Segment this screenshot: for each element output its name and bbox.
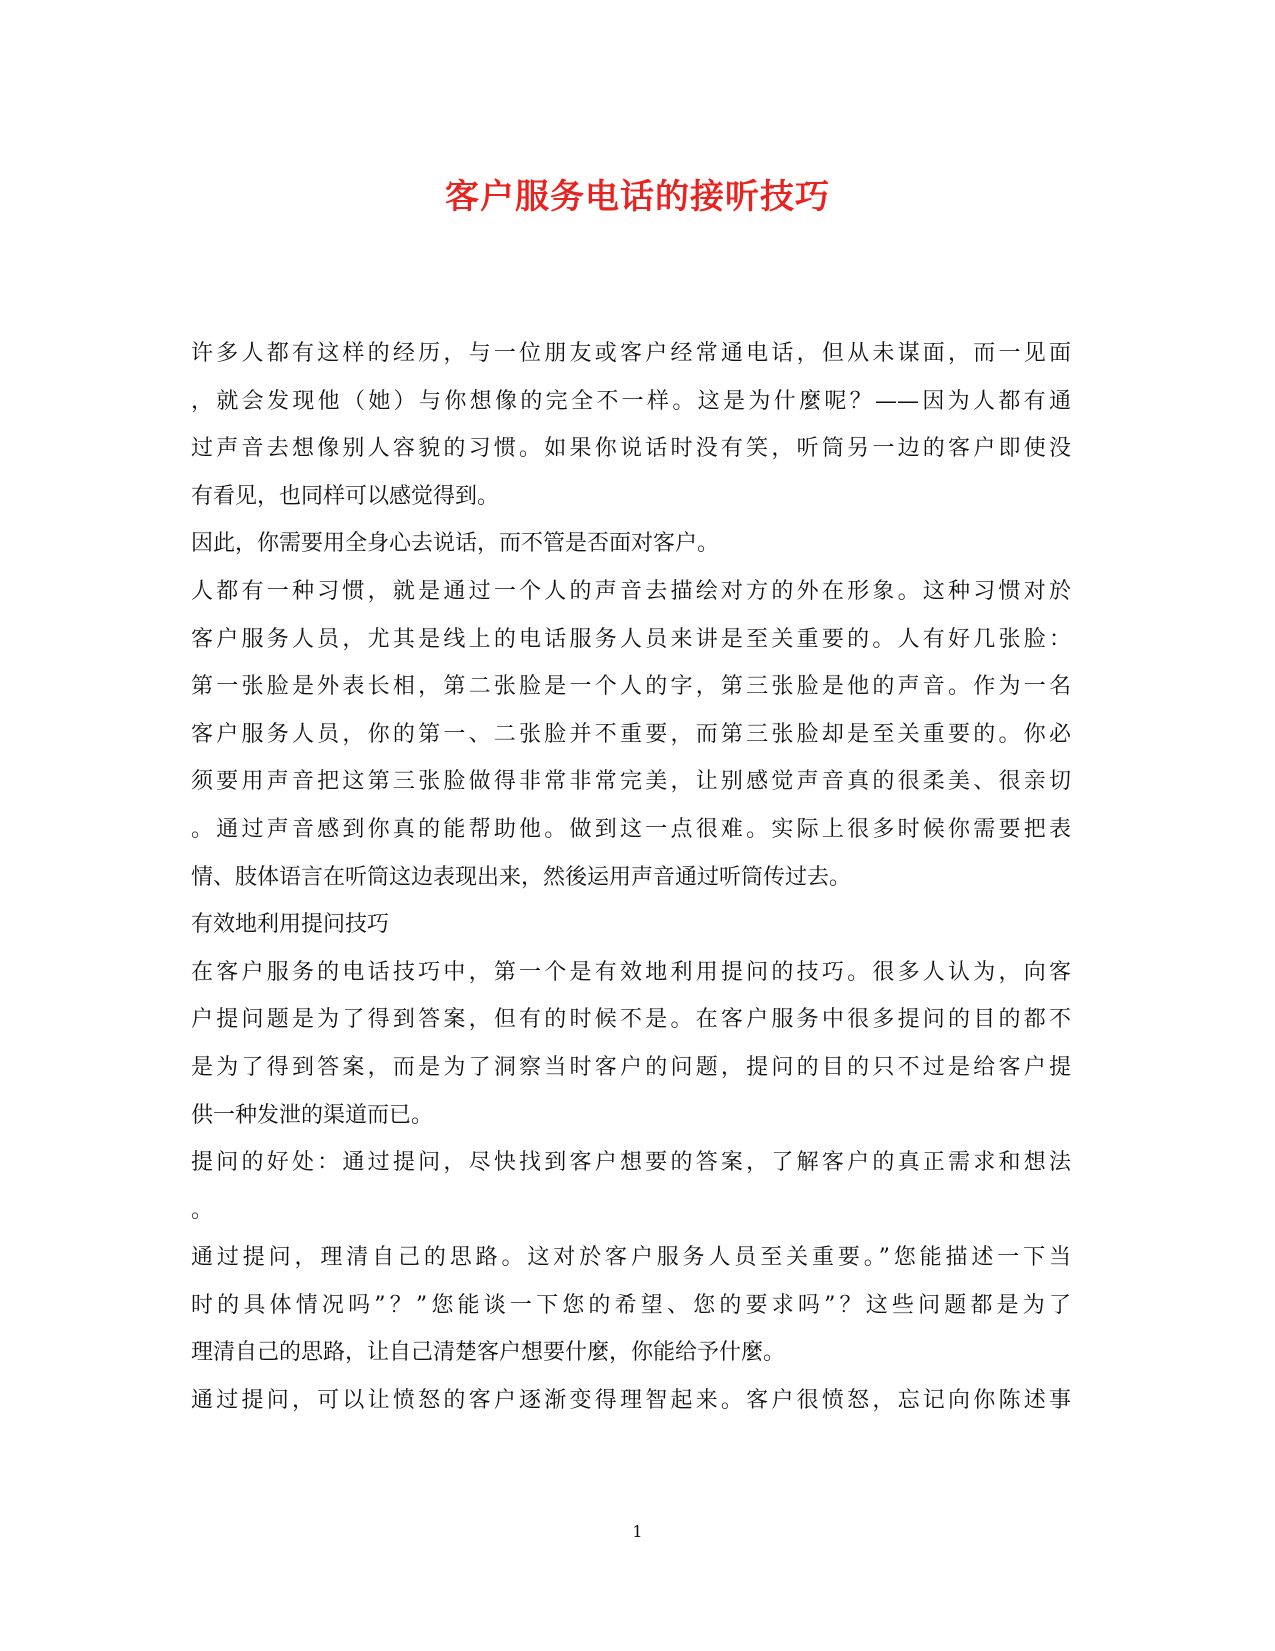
text-line: 过声音去想像别人容貌的习惯。如果你说话时没有笑，听筒另一边的客户即使没	[191, 436, 1071, 462]
text-line: 理清自己的思路，让自己清楚客户想要什麼，你能给予什麼。	[191, 1340, 786, 1366]
page-number: 1	[632, 1522, 643, 1541]
text-line: 有看见，也同样可以感觉得到。	[191, 483, 500, 509]
text-line: 时的具体情况吗”？”您能谈一下您的希望、您的要求吗”？这些问题都是为了	[191, 1292, 1071, 1318]
text-line: 在客户服务的电话技巧中，第一个是有效地利用提问的技巧。很多人认为，向客	[191, 959, 1071, 985]
text-line: 供一种发泄的渠道而已。	[191, 1102, 434, 1128]
text-line: 提问的好处：通过提问，尽快找到客户想要的答案，了解客户的真正需求和想法	[191, 1150, 1071, 1176]
text-line: 户提问题是为了得到答案，但有的时候不是。在客户服务中很多提问的目的都不	[191, 1007, 1071, 1033]
text-line: 许多人都有这样的经历，与一位朋友或客户经常通电话，但从未谋面，而一见面	[191, 341, 1071, 366]
text-line: 因此，你需要用全身心去说话，而不管是否面对客户。	[191, 531, 720, 557]
text-line: 通过提问，可以让愤怒的客户逐渐变得理智起来。客户很愤怒，忘记向你陈述事	[191, 1388, 1071, 1414]
text-line: 客户服务人员，尤其是线上的电话服务人员来讲是至关重要的。人有好几张脸：	[191, 626, 1071, 652]
text-line: 情、肢体语言在听筒这边表现出来，然後运用声音通过听筒传过去。	[191, 864, 852, 890]
text-line: 。	[191, 1197, 214, 1223]
section-heading: 有效地利用提问技巧	[191, 912, 390, 938]
text-line: 人都有一种习惯，就是通过一个人的声音去描绘对方的外在形象。这种习惯对於	[191, 578, 1071, 604]
text-line: 客户服务人员，你的第一、二张脸并不重要，而第三张脸却是至关重要的。你必	[191, 721, 1071, 747]
text-line: 须要用声音把这第三张脸做得非常非常完美，让别感觉声音真的很柔美、很亲切	[191, 769, 1071, 795]
text-line: ，就会发现他（她）与你想像的完全不一样。这是为什麼呢？——因为人都有通	[191, 388, 1071, 414]
text-line: 。通过声音感到你真的能帮助他。做到这一点很难。实际上很多时候你需要把表	[191, 816, 1071, 842]
text-line: 第一张脸是外表长相，第二张脸是一个人的字，第三张脸是他的声音。作为一名	[191, 674, 1071, 700]
text-line: 是为了得到答案，而是为了洞察当时客户的问题，提问的目的只不过是给客户提	[191, 1054, 1071, 1080]
text-line: 通过提问，理清自己的思路。这对於客户服务人员至关重要。”您能描述一下当	[191, 1245, 1071, 1271]
document-title: 客户服务电话的接听技巧	[445, 177, 830, 217]
document-body	[191, 330, 1071, 1425]
